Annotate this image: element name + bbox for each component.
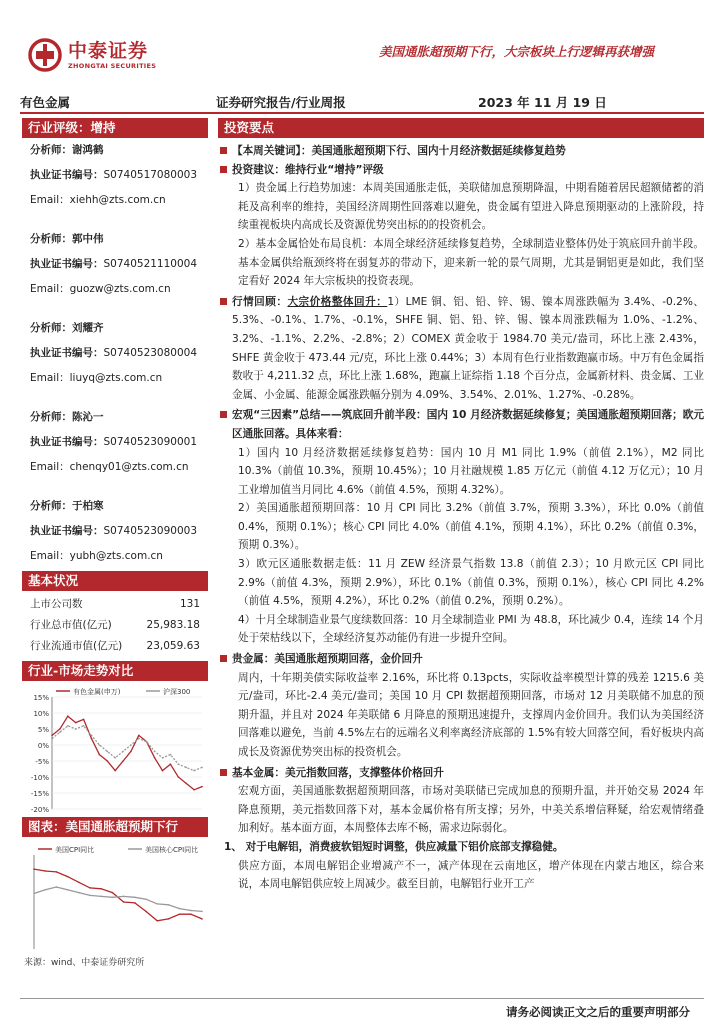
email-label: Email： — [30, 550, 70, 562]
data-point — [162, 770, 164, 772]
data-point — [114, 770, 116, 772]
data-point — [100, 896, 102, 898]
stat-value: 25,983.18 — [146, 619, 200, 631]
data-point — [123, 896, 125, 898]
data-point — [112, 892, 114, 894]
y-tick-label: -5% — [35, 758, 49, 766]
analyst-block — [30, 316, 208, 391]
aluminum-heading: 1、 对于电解铝，消费疲软铝短时调整，供应减量下铝价底部支撑稳健。 — [224, 840, 564, 853]
legend-label: 美国核心CPI同比 — [145, 846, 199, 854]
stat-row — [22, 594, 208, 615]
data-point — [190, 913, 192, 915]
trend-chart — [22, 681, 208, 817]
figure-header: 图表：美国通胀超预期下行 — [22, 817, 208, 837]
data-point — [185, 767, 187, 769]
email-value: xiehh@zts.com.cn — [69, 194, 166, 206]
aluminum-text: 供应方面，本周电解铝企业增减产不一，减产体现在云南地区，增产体现在内蒙古地区，综合来说，本周电解铝供应较上周减少。截至目前，电解铝行业开工产 — [238, 859, 704, 891]
data-point — [178, 776, 180, 778]
data-point — [201, 767, 203, 769]
base-metal-text: 宏观方面，美国通胀数据超预期回落，市场对美联储已完成加息的预期升温，并开始交易 2024 年降息预期，美元指数回落下对，基本金属价格有所支撑；另外，中美关系增信释疑，给宏观情绪叠加利好。基本面方面，本周整体去库不畅，需求边际弱化。 — [238, 785, 704, 835]
y-tick-label: 5% — [37, 726, 49, 734]
data-point — [78, 892, 80, 894]
macro-point-2: 2）美国通胀超预期回落：10 月 CPI 同比 3.2%（前值 3.7%，预期 3.3%），环比 0.0%（前值 0.4%，预期 0.1%）；核心 CPI 同比 4.0%（前值 4.1%，预期 4.1%），环比 0.2%（前值 0.3%，预期 0.3%）。 — [238, 502, 704, 552]
company-logo — [28, 38, 156, 72]
keywords-line: 【本周关键词】：美国通胀超预期下行、国内十月经济数据延续修复趋势 — [218, 142, 704, 161]
stat-row — [22, 636, 208, 657]
cert-number: S0740517080003 — [103, 169, 198, 181]
logo-en-text: ZHONGTAI SECURITIES — [68, 62, 157, 70]
cert-label: 执业证书编号： — [30, 436, 104, 448]
data-point — [201, 918, 203, 920]
stat-label: 行业流通市值(亿元) — [30, 640, 123, 652]
email-value: yubh@zts.com.cn — [69, 550, 163, 562]
disclaimer-note: 请务必阅读正文之后的重要声明部分 — [506, 1005, 690, 1019]
data-point — [170, 754, 172, 756]
footer-divider — [20, 998, 704, 999]
data-point — [106, 760, 108, 762]
data-point — [138, 735, 140, 737]
page-footer — [0, 996, 724, 1024]
basic-status-table — [22, 591, 208, 657]
chart-source: 来源：wind、中泰证券研究所 — [24, 958, 145, 968]
cert-number: S0740523090003 — [103, 525, 198, 537]
data-point — [89, 887, 91, 889]
report-date: 2023 年 11 月 19 日 — [478, 95, 607, 110]
data-point — [146, 741, 148, 743]
market-review — [218, 293, 704, 405]
report-type: 证券研究报告/行业周报 — [216, 95, 346, 110]
y-tick-label: -20% — [30, 806, 49, 814]
cert-label: 执业证书编号： — [30, 525, 104, 537]
stat-row — [22, 615, 208, 636]
data-point — [154, 757, 156, 759]
data-point — [122, 751, 124, 753]
data-point — [170, 763, 172, 765]
analyst-name: 分析师：谢鸿鹤 — [30, 144, 104, 156]
data-point — [56, 886, 58, 888]
market-review-label: 行情回顾： — [232, 295, 288, 308]
series-line — [34, 887, 202, 911]
data-point — [100, 888, 102, 890]
data-point — [67, 715, 69, 717]
email-value: chenqy01@zts.com.cn — [69, 461, 189, 473]
data-point — [138, 738, 140, 740]
data-point — [201, 786, 203, 788]
trend-chart-svg — [22, 681, 208, 817]
report-headline: 美国通胀超预期下行，大宗板块上行逻辑再获增强 — [378, 44, 654, 59]
market-review-text: 1）LME 铜、铝、铅、锌、锡、镍本周涨跌幅为 3.4%、-0.2%、5.3%、-0.1%、1.7%、-0.1%，SHFE 铜、铝、铅、锌、锡、镍本周涨跌幅为 1.0%、-1.2%、3.2%、-1.1%、2.2%、-2.8%；2）COMEX 黄金收于 1984.70 美元/盎司，环比上涨 2.43%，SHFE 黄金收于 473.44 元/克，环比上涨 0.44%；3）本周有色行业指数跑赢市场。中万有色金属指数收于 4,211.32 点，环比上涨 1.68%，跑赢上证综指 1.18 个百分点，金属新材料、贵金属、工业金属、小金属、能源金属涨跌幅分别为 4.09%、3.54%、2.01%、1.27%、-0.28%。 — [232, 295, 705, 401]
data-point — [114, 757, 116, 759]
data-point — [178, 763, 180, 765]
data-point — [193, 770, 195, 772]
data-point — [67, 725, 69, 727]
email-value: liuyq@zts.com.cn — [69, 372, 163, 384]
data-point — [59, 728, 61, 730]
macro-point-1: 1）国内 10 月经济数据延续修复趋势：国内 10 月 M1 同比 1.9%（前值 2.1%），M2 同比 10.3%（前值 10.3%，预期 10.45%）；10 月社融规模 1.85 万亿元（前值 4.12 万亿元）；10 月工业增加值当月同比 4.6%（前值 4.5%，预期 4.32%）。 — [238, 446, 704, 496]
macro-tail: 具体来看： — [295, 427, 349, 440]
stat-value: 23,059.63 — [146, 640, 200, 652]
y-tick-label: 0% — [37, 742, 49, 750]
y-tick-label: -10% — [30, 774, 49, 782]
data-point — [56, 871, 58, 873]
stat-label: 行业总市值(亿元) — [30, 619, 112, 631]
data-point — [75, 722, 77, 724]
cert-number: S0740523080004 — [103, 347, 198, 359]
data-point — [134, 897, 136, 899]
data-point — [154, 751, 156, 753]
analyst-list — [22, 138, 208, 571]
data-point — [99, 744, 101, 746]
data-point — [185, 783, 187, 785]
data-point — [91, 738, 93, 740]
industry-label: 有色金属 — [20, 95, 71, 110]
analyst-name: 分析师：刘耀齐 — [30, 322, 104, 334]
data-point — [83, 719, 85, 721]
cert-number: S0740521110004 — [103, 258, 198, 270]
data-point — [75, 728, 77, 730]
cert-number: S0740523090001 — [103, 436, 198, 448]
rating-header: 行业评级：增持 — [22, 118, 208, 138]
gold-text: 周内，十年期美债实际收益率 2.16%，环比将 0.13pcts，实际收益率模型计算的残差 1215.6 美元/盎司，环比-2.4 美元/盎司；美国 10 月 CPI 数据超预期回落，市场对 12 月美联储不加息的预期升温，并且对 2024 年美联储 6 月降息的预期迅速提升，支撑周内金价回升。我们认为美国经济回落难以避免，当前 4.5%左右的远端名义利率离经济底部的 1.5%有较大回落空间，看好板块内高成长及资源优势突出标的投资机会。 — [238, 671, 704, 758]
market-review-sub: 大宗价格整体回升： — [287, 295, 388, 308]
data-point — [51, 735, 53, 737]
analyst-block — [30, 138, 208, 213]
macro-point-3: 3）欧元区通胀数据走低：11 月 ZEW 经济景气指数 13.8（前值 2.3）；10 月欧元区 CPI 同比 2.9%（前值 4.3%，预期 2.9%），环比 0.1%（前值 0.3%，预期 0.1%），核心 CPI 同比 4.2%（前值 4.5%，预期 4.2%），环比 0.2%（前值 0.2%，预期 0.2%）。 — [238, 558, 704, 608]
data-point — [179, 913, 181, 915]
advice-point-1: 1）贵金属上行趋势加速：本周美国通胀走低，美联储加息预期降温，中期看随着居民超额储蓄的消耗及高利率的维持，美国经济周期性回落难以避免，贵金属有望进入降息预期驱动的上涨阶段，持续重视板块内高成长及资源优势突出标的的投资机会。 — [238, 182, 704, 232]
data-point — [134, 902, 136, 904]
macro-label: 宏观“三因素”总结——筑底回升前半段：国内 10 月经济数据延续修复；美国通胀超预期回落；欧元区通胀回落。 — [232, 409, 704, 440]
data-point — [122, 760, 124, 762]
data-point — [190, 910, 192, 912]
data-point — [168, 918, 170, 920]
data-point — [130, 744, 132, 746]
series-line — [52, 716, 202, 790]
data-point — [51, 738, 53, 740]
email-label: Email： — [30, 461, 70, 473]
zhongtai-logo-icon — [28, 38, 62, 72]
inflation-chart — [22, 837, 208, 955]
trend-header: 行业-市场走势对比 — [22, 661, 208, 681]
analyst-name: 分析师：陈沁一 — [30, 411, 104, 423]
data-point — [67, 889, 69, 891]
data-point — [162, 757, 164, 759]
data-point — [99, 754, 101, 756]
legend-label: 美国CPI同比 — [55, 846, 95, 854]
analyst-name: 分析师：郭中伟 — [30, 233, 104, 245]
advice-line: 投资建议：维持行业“增持”评级 — [218, 161, 704, 180]
main-content — [218, 118, 704, 894]
data-point — [156, 920, 158, 922]
cert-label: 执业证书编号： — [30, 169, 104, 181]
email-value: guozw@zts.com.cn — [69, 283, 171, 295]
analyst-block — [30, 405, 208, 480]
gold-heading: 贵金属：美国通胀超预期回落，金价回升 — [218, 650, 704, 669]
advice-point-2: 2）基本金属恰处布局良机：本周全球经济延续修复趋势，全球制造业整体仍处于筑底回升前半段。基本金属供给瓶颈终将在弱复苏的带动下，迎来新一轮的景气周期，尤其是铜铝更是如此，我们坚定看好 2024 年大宗板块的投资表现。 — [238, 237, 704, 288]
macro-summary — [218, 406, 704, 443]
data-point — [201, 911, 203, 913]
data-point — [145, 911, 147, 913]
analyst-block — [30, 227, 208, 302]
logo-cn-text: 中泰证券 — [68, 40, 149, 62]
data-point — [112, 897, 114, 899]
email-label: Email： — [30, 194, 70, 206]
email-label: Email： — [30, 283, 70, 295]
data-point — [130, 751, 132, 753]
subheader-bar — [20, 92, 704, 114]
left-sidebar — [22, 118, 208, 968]
data-point — [193, 789, 195, 791]
page-header — [0, 0, 724, 88]
data-point — [67, 876, 69, 878]
macro-point-4: 4）十月全球制造业景气度续数回落：10 月全球制造业 PMI 为 48.8，环比减少 0.4，连续 14 个月处于荣枯线以下，全球经济复苏动能仍有进一步提升空间。 — [238, 613, 704, 645]
y-tick-label: 10% — [33, 710, 49, 718]
data-point — [44, 889, 46, 891]
legend-label: 沪深300 — [163, 688, 191, 696]
data-point — [33, 893, 35, 895]
data-point — [156, 903, 158, 905]
cert-label: 执业证书编号： — [30, 347, 104, 359]
base-metal-heading: 基本金属：美元指数回落，支撑整体价格回升 — [218, 764, 704, 783]
series-line — [34, 869, 202, 921]
data-point — [168, 904, 170, 906]
analyst-block — [30, 494, 208, 569]
stat-label: 上市公司数 — [30, 598, 83, 610]
data-point — [145, 898, 147, 900]
y-tick-label: 15% — [33, 694, 49, 702]
data-point — [33, 868, 35, 870]
cert-label: 执业证书编号： — [30, 258, 104, 270]
y-tick-label: -15% — [30, 790, 49, 798]
data-point — [106, 751, 108, 753]
data-point — [44, 870, 46, 872]
basic-status-header: 基本状况 — [22, 571, 208, 591]
data-point — [89, 895, 91, 897]
series-line — [52, 726, 202, 771]
legend-label: 有色金属(申万) — [73, 688, 121, 696]
key-points-header: 投资要点 — [218, 118, 704, 138]
data-point — [123, 901, 125, 903]
email-label: Email： — [30, 372, 70, 384]
analyst-name: 分析师：于柏寒 — [30, 500, 104, 512]
data-point — [83, 725, 85, 727]
stat-value: 131 — [179, 598, 200, 610]
data-point — [78, 881, 80, 883]
data-point — [91, 735, 93, 737]
inflation-chart-svg — [22, 837, 208, 955]
data-point — [59, 731, 61, 733]
data-point — [179, 908, 181, 910]
